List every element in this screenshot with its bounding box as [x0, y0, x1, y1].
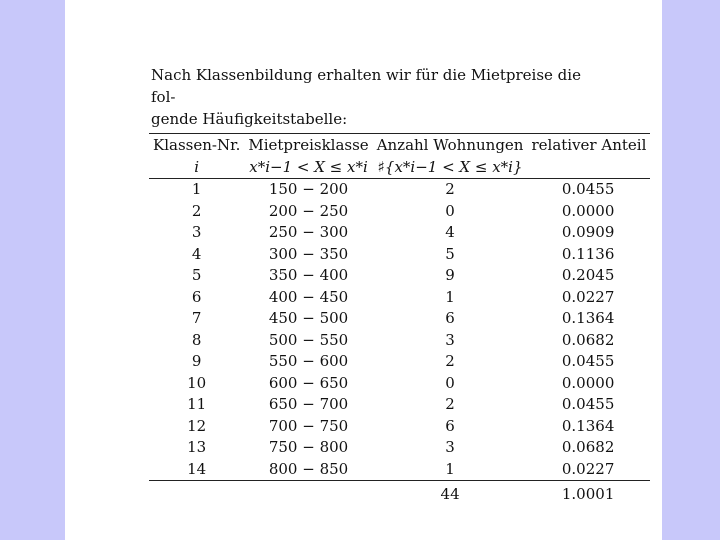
table-body — [149, 179, 650, 481]
table-row — [149, 179, 650, 201]
cell-share: 0.1364 — [561, 309, 615, 327]
header-row — [149, 134, 650, 157]
cell-share: 0.0455 — [561, 180, 615, 198]
cell-count: 1 — [445, 459, 455, 478]
header-count: Anzahl Wohnungen — [373, 134, 528, 157]
cell-rent-range: 150 − 200 — [268, 180, 349, 198]
cell-rent-range: 500 − 550 — [268, 330, 349, 349]
cell-rent-range: 400 − 450 — [268, 287, 349, 306]
cell-share: 0.0000 — [561, 373, 615, 392]
cell-rent-range: 550 − 600 — [268, 352, 349, 370]
cell-share: 0.0682 — [561, 438, 615, 456]
cell-share: 0.0682 — [561, 330, 615, 349]
cell-share: 0.0455 — [561, 352, 615, 370]
table-row — [149, 459, 650, 481]
cell-class-no: 5 — [191, 266, 202, 284]
cell-class-no: 7 — [191, 309, 202, 327]
cell-class-no: 9 — [191, 352, 202, 370]
cell-rent-range: 250 − 300 — [268, 223, 349, 241]
cell-count: 6 — [445, 416, 455, 435]
intro-line-2: gende Häufigkeitstabelle: — [151, 110, 348, 128]
cell-class-no: 3 — [191, 223, 202, 241]
cell-count: 0 — [445, 201, 455, 220]
cell-class-no: 12 — [187, 416, 207, 435]
table-row — [149, 222, 650, 244]
cell-count: 2 — [445, 395, 455, 413]
frequency-table — [149, 133, 650, 507]
cell-class-no: 14 — [187, 459, 207, 478]
cell-rent-range: 800 − 850 — [268, 459, 349, 478]
cell-rent-range: 700 − 750 — [268, 416, 349, 435]
cell-count: 1 — [445, 287, 455, 306]
cell-share: 0.1364 — [561, 416, 615, 435]
table-row — [149, 330, 650, 352]
total-count: 44 — [373, 481, 528, 508]
document-page — [65, 0, 662, 540]
cell-class-no: 8 — [191, 330, 202, 349]
cell-class-no: 2 — [191, 201, 202, 220]
cell-class-no: 11 — [187, 395, 207, 413]
cell-rent-range: 600 − 650 — [268, 373, 349, 392]
total-range — [244, 481, 372, 508]
cell-class-no: 4 — [191, 244, 202, 263]
table-row — [149, 244, 650, 266]
cell-count: 0 — [445, 373, 455, 392]
cell-rent-range: 350 − 400 — [268, 266, 349, 284]
subheader-count: ♯{x*i−1 < X ≤ x*i} — [373, 156, 528, 179]
cell-rent-range: 750 − 800 — [268, 438, 349, 456]
cell-count: 2 — [445, 352, 455, 370]
intro-text — [151, 64, 591, 130]
cell-share: 0.0455 — [561, 395, 615, 413]
cell-count: 4 — [445, 223, 455, 241]
subheader-rent-class: x*i−1 < X ≤ x*i — [244, 156, 372, 179]
table-row — [149, 373, 650, 395]
cell-share: 0.0000 — [561, 201, 615, 220]
header-rent-class: Mietpreisklasse — [244, 134, 372, 157]
table-row — [149, 416, 650, 438]
cell-count: 9 — [445, 266, 455, 284]
total-class-no — [149, 481, 244, 508]
cell-count: 3 — [445, 330, 455, 349]
cell-count: 5 — [445, 244, 455, 263]
cell-class-no: 13 — [187, 438, 207, 456]
subheader-row — [149, 156, 650, 179]
cell-class-no: 6 — [191, 287, 202, 306]
table-row — [149, 437, 650, 459]
cell-class-no: 10 — [187, 373, 207, 392]
cell-share: 0.0227 — [561, 459, 615, 478]
cell-share: 0.1136 — [561, 244, 615, 263]
table-row — [149, 308, 650, 330]
cell-share: 0.2045 — [561, 266, 615, 284]
intro-line-1: Nach Klassenbildung erhalten wir für die Mietpreise die fol- — [151, 66, 581, 106]
cell-share: 0.0227 — [561, 287, 615, 306]
cell-class-no: 1 — [191, 180, 202, 198]
header-share: relativer Anteil — [527, 134, 650, 157]
header-class-no: Klassen-Nr. — [149, 134, 244, 157]
subheader-share — [527, 156, 650, 179]
cell-rent-range: 200 − 250 — [268, 201, 349, 220]
total-share: 1.0001 — [527, 481, 650, 508]
table-row — [149, 265, 650, 287]
table-row — [149, 201, 650, 223]
cell-rent-range: 450 − 500 — [268, 309, 349, 327]
cell-count: 3 — [445, 438, 455, 456]
table-row — [149, 351, 650, 373]
totals-row — [149, 481, 650, 508]
subheader-class-no: i — [149, 156, 244, 179]
cell-rent-range: 300 − 350 — [268, 244, 349, 263]
cell-rent-range: 650 − 700 — [268, 395, 349, 413]
cell-count: 2 — [445, 180, 455, 198]
table-row — [149, 287, 650, 309]
table-row — [149, 394, 650, 416]
cell-share: 0.0909 — [561, 223, 615, 241]
cell-count: 6 — [445, 309, 455, 327]
